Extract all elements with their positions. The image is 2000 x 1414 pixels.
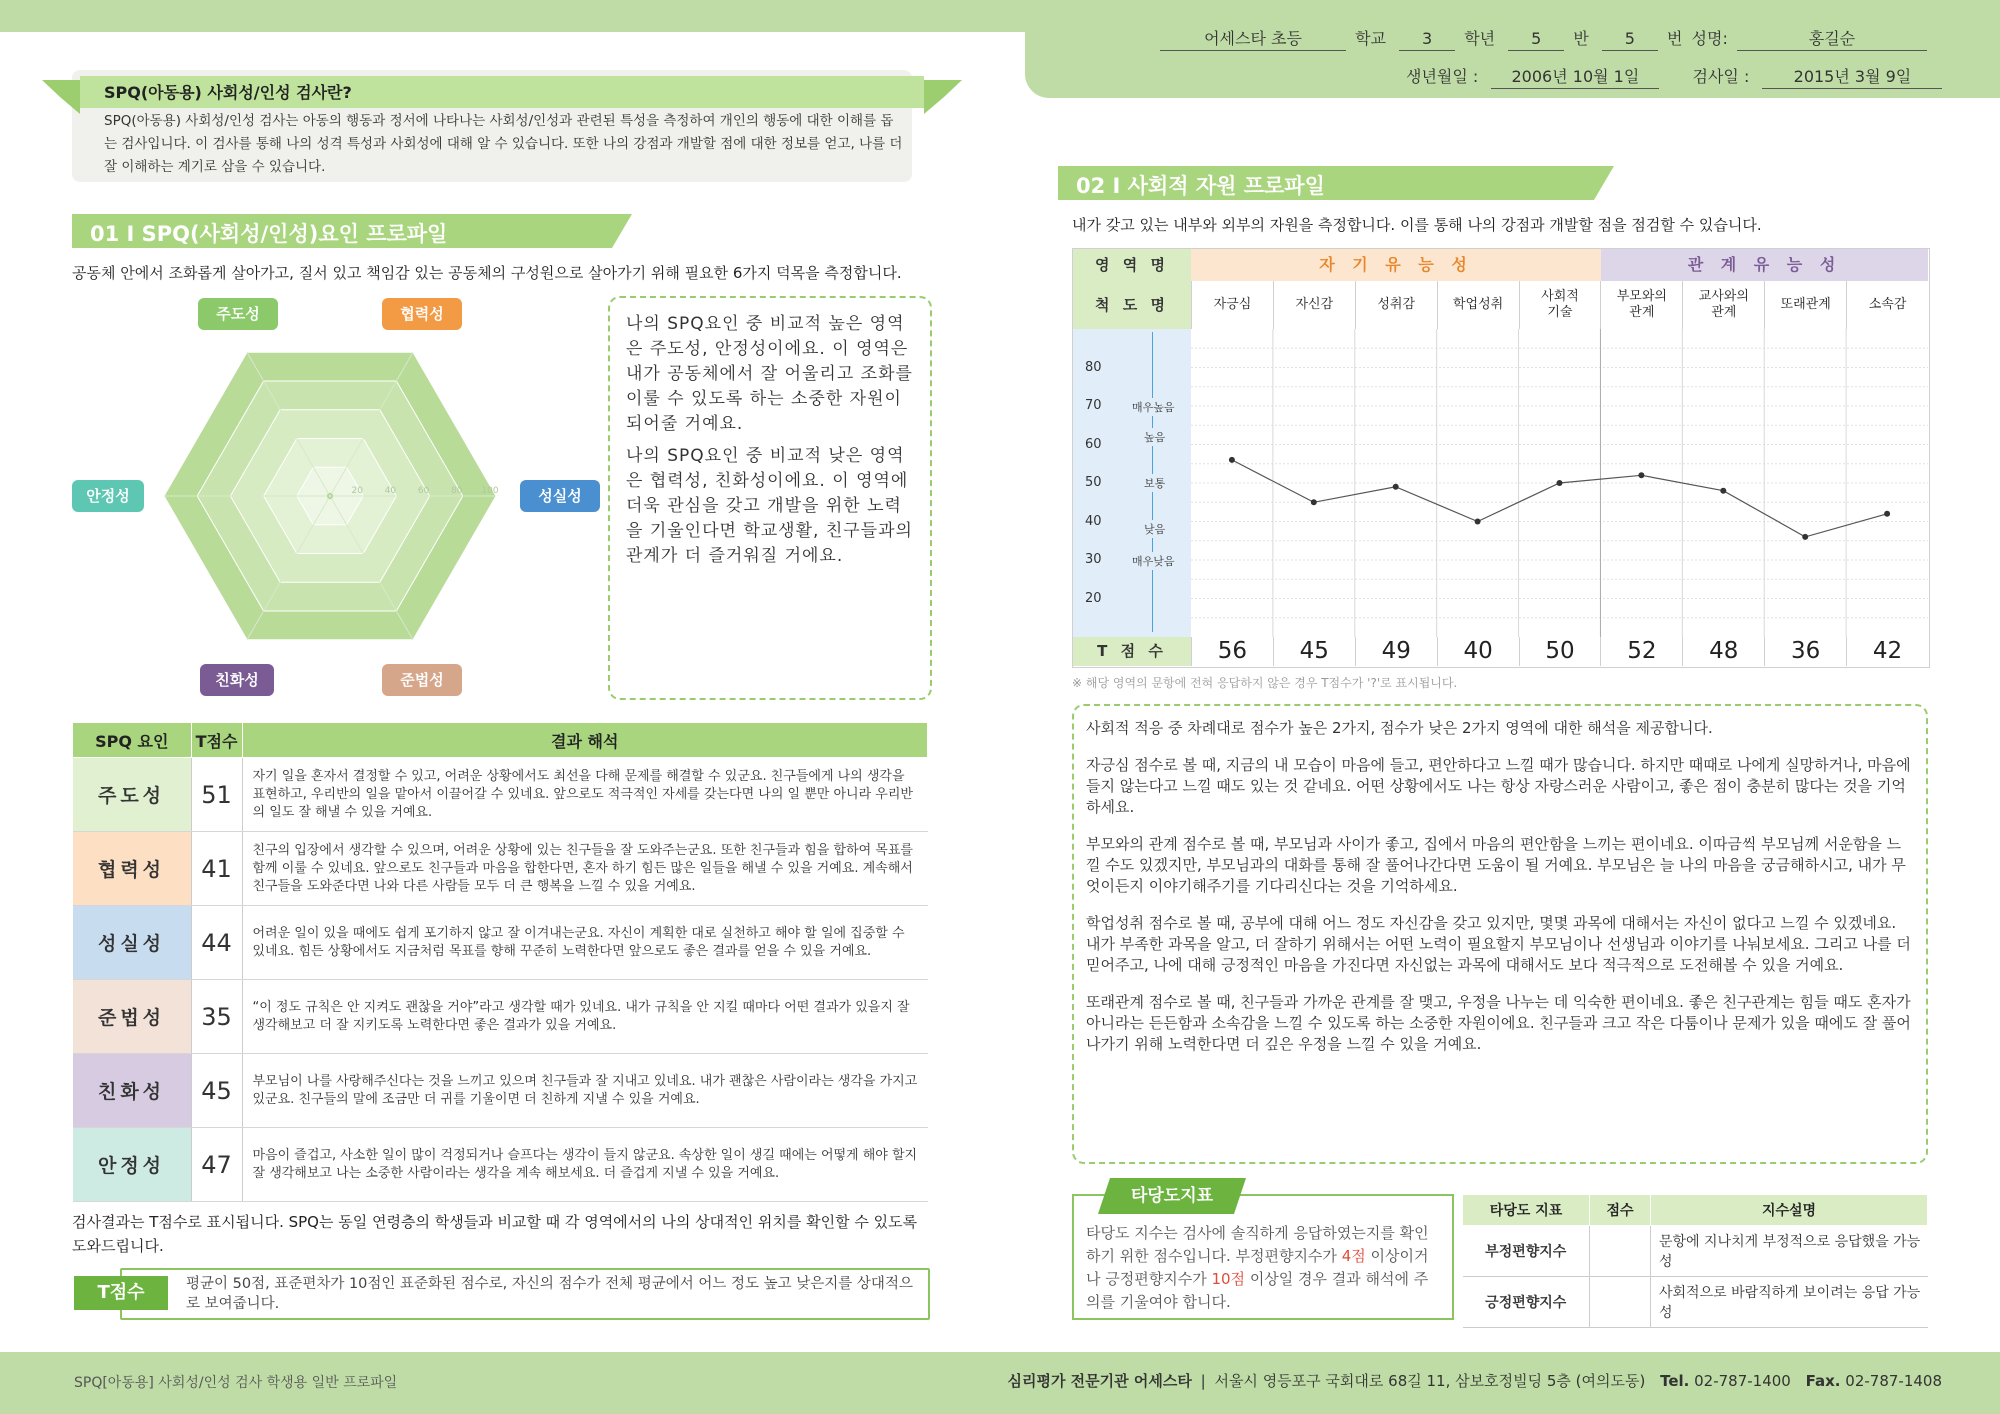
footer-address: 서울시 영등포구 국회대로 68길 11, 삼보호정빌딩 5층 (여의도동)	[1214, 1372, 1646, 1390]
class-suffix: 반	[1573, 29, 1589, 48]
header-interpretation: 결과 해석	[242, 723, 928, 758]
table-row	[73, 906, 928, 980]
social-comment: 자긍심 점수로 볼 때, 지금의 내 모습이 마음에 들고, 편안하다고 느낄 때가 많습니다. 하지만 때때로 나에게 실망하거나, 마음에 들지 않는다고 느낄 때도 있는 것 같네요. 어떤 상황에서도 나는 항상 자랑스러운 사람이고, 좋은 점이 충분히 많다는 것을 기억하세요.	[1086, 756, 1911, 816]
factor-name: 성실성	[73, 906, 192, 980]
table-row	[1463, 1226, 1928, 1277]
factor-interpretation: 어려운 일이 있을 때에도 쉽게 포기하지 않고 잘 이겨내는군요. 자신이 계획한 대로 실천하고 해야 할 일에 집중할 수 있네요. 힘든 상황에서도 지금처럼 목표를 향해 꾸준히 노력한다면 앞으로도 좋은 결과를 얻을 수 있을 거예요.	[242, 906, 928, 980]
level-very-low: 매우낮음	[1130, 552, 1177, 570]
factor-name: 협력성	[73, 832, 192, 906]
radar-tick-label: 100	[481, 486, 499, 496]
section2-desc: 내가 갖고 있는 내부와 외부의 자원을 측정합니다. 이를 통해 나의 강점과 개발할 점을 점검할 수 있습니다.	[1072, 216, 1762, 234]
data-point	[1557, 480, 1563, 486]
validity-text-a: 타당도 지수는 검사에 솔직하게 응답하였는지를 확인하기 위한 점수입니다. 부정편향지수가	[1086, 1224, 1429, 1265]
radar-label-bottom-right: 준법성	[382, 664, 462, 696]
header-factor: SPQ 요인	[73, 723, 192, 758]
y-tick-label: 70	[1085, 398, 1102, 413]
social-comment-box	[1072, 704, 1928, 1164]
factor-tscore: 47	[191, 1128, 242, 1202]
scale-name: 사회적 기술	[1519, 281, 1601, 329]
table-row	[73, 980, 928, 1054]
scale-name: 자신감	[1273, 281, 1355, 329]
factor-name: 주도성	[73, 758, 192, 832]
intro-text: SPQ(아동용) 사회성/인성 검사는 아동의 행동과 정서에 나타나는 사회성/인성과 관련된 특성을 측정하여 개인의 행동에 대한 이해를 돕는 검사입니다. 이 검사를 통해 나의 성격 특성과 사회성에 대해 알 수 있습니다. 또한 나의 강점과 개발할 점에 대한 정보를 얻고, 나를 더 잘 이해하는 계기로 삼을 수 있습니다.	[104, 113, 903, 175]
validity-index-score	[1590, 1277, 1651, 1328]
radar-label-left: 안정성	[72, 480, 144, 512]
y-tick-label: 20	[1085, 590, 1102, 606]
grade-value: 3	[1399, 28, 1455, 51]
area-label: 영 역 명	[1073, 249, 1191, 281]
social-comment: 학업성취 점수로 볼 때, 공부에 대해 어느 정도 자신감을 갖고 있지만, 몇몇 과목에 대해서는 자신이 없다고 느낄 수 있겠네요. 내가 부족한 과목을 알고, 더 잘하기 위해서는 어떤 노력이 필요할지 부모님이나 선생님과 이야기를 나눠보세요. 그리고 나를 더 믿어주고, 나에 대해 긍정적인 마음을 가진다면 자신없는 과목에 대해서도 보다 적극적으로 도전해볼 수 있을 거예요.	[1086, 914, 1911, 974]
data-point	[1311, 499, 1317, 505]
validity-header-desc: 지수설명	[1651, 1195, 1928, 1226]
table-row	[73, 1128, 928, 1202]
social-comment: 또래관계 점수로 볼 때, 친구들과 가까운 관계를 잘 맺고, 우정을 나누는 데 익숙한 편이네요. 좋은 친구관계는 힘들 때도 혼자가 아니라는 든든함과 소속감을 느낄 수 있도록 하는 소중한 자원이에요. 친구들과 크고 작은 다툼이나 문제가 있을 때에도 잘 풀어나가기 위해 노력한다면 더 깊은 우정을 느낄 수 있을 거예요.	[1086, 993, 1911, 1053]
validity-index-name: 부정편향지수	[1463, 1226, 1590, 1277]
validity-red1: 4점	[1341, 1247, 1366, 1265]
resource-line-chart	[1191, 329, 1928, 637]
series-line	[1232, 460, 1887, 537]
tscore-value: 45	[1273, 637, 1355, 666]
validity-tag: 타당도지표	[1130, 1186, 1214, 1206]
y-tick-label: 60	[1085, 436, 1102, 452]
school-suffix: 학교	[1355, 29, 1387, 48]
number-value: 5	[1602, 28, 1658, 51]
name-label: 성명:	[1691, 29, 1728, 48]
table-row	[73, 832, 928, 906]
tscore-note: 검사결과는 T점수로 표시됩니다. SPQ는 동일 연령층의 학생들과 비교할 때 각 영역에서의 나의 상대적인 위치를 확인할 수 있도록 도와드립니다.	[72, 1213, 918, 1255]
section1-desc: 공동체 안에서 조화롭게 살아가고, 질서 있고 책임감 있는 공동체의 구성원으로 살아가기 위해 필요한 6가지 덕목을 측정합니다.	[72, 264, 902, 282]
scale-name: 소속감	[1846, 281, 1928, 329]
validity-text-c: 이상일 경우 결과 해석에 주의를 기울여야 합니다.	[1086, 1270, 1429, 1311]
tscore-value: 50	[1519, 637, 1601, 666]
scale-name: 학업성취	[1437, 281, 1519, 329]
spq-radar-chart	[150, 320, 510, 676]
header-tscore: T점수	[191, 723, 242, 758]
footer-fax: 02-787-1408	[1845, 1372, 1942, 1390]
social-comments	[1086, 718, 1912, 1055]
level-high: 높음	[1142, 428, 1167, 446]
factor-interpretation: 부모님이 나를 사랑해주신다는 것을 느끼고 있으며 친구들과 잘 지내고 있네요. 내가 괜찮은 사람이라는 생각을 가지고 있군요. 친구들의 말에 조금만 더 귀를 기울이면 더 친하게 지낼 수 있을 거예요.	[242, 1054, 928, 1128]
scale-name: 자긍심	[1191, 281, 1273, 329]
intro-title: SPQ(아동용) 사회성/인성 검사란?	[104, 83, 352, 102]
spq-comment-box	[608, 296, 932, 700]
student-info-line2	[1406, 64, 1942, 89]
radar-tick-label: 60	[417, 486, 430, 496]
y-tick-label: 40	[1085, 513, 1102, 529]
y-tick-label: 50	[1085, 475, 1102, 490]
class-value: 5	[1508, 28, 1564, 51]
name-value: 홍길순	[1737, 28, 1927, 51]
factor-tscore: 35	[191, 980, 242, 1054]
factor-name: 안정성	[73, 1128, 192, 1202]
social-comment-intro: 사회적 적응 중 차례대로 점수가 높은 2가지, 점수가 낮은 2가지 영역에 대한 해석을 제공합니다.	[1086, 719, 1713, 737]
factor-interpretation: “이 정도 규칙은 안 지켜도 괜찮을 거야”라고 생각할 때가 있네요. 내가 규칙을 안 지킬 때마다 어떤 결과가 있을지 잘 생각해보고 더 잘 지키도록 노력한다면 좋은 결과가 있을 거예요.	[242, 980, 928, 1054]
factor-name: 준법성	[73, 980, 192, 1054]
radar-label-top-right: 협력성	[382, 298, 462, 330]
validity-text-b: 이상이거나 긍정편향지수가	[1086, 1247, 1429, 1288]
scale-label: 척 도 명	[1073, 281, 1191, 329]
y-tick-label: 30	[1085, 552, 1102, 567]
data-point	[1720, 488, 1726, 494]
data-point	[1884, 511, 1890, 517]
tscore-value: 56	[1191, 637, 1273, 666]
footer-tel: 02-787-1400	[1694, 1372, 1791, 1390]
factor-name: 친화성	[73, 1054, 192, 1128]
factor-interpretation: 친구의 입장에서 생각할 수 있으며, 어려운 상황에 있는 친구들을 잘 도와주는군요. 또한 친구들과 힘을 합하여 목표를 함께 이룰 수 있네요. 앞으로도 친구들과 마음을 합한다면, 혼자 하기 힘든 많은 일들을 해낼 수 있을 거예요. 계속해서 친구들을 도와준다면 나와 다른 사람들 모두 더 큰 행복을 느낄 수 있을 거예요.	[242, 832, 928, 906]
test-date-value: 2015년 3월 9일	[1762, 66, 1942, 89]
section1-title: 01 I SPQ(사회성/인성)요인 프로파일	[90, 222, 448, 246]
factor-tscore: 41	[191, 832, 242, 906]
comment-high: 나의 SPQ요인 중 비교적 높은 영역은 주도성, 안정성이에요. 이 영역은 내가 공동체에서 잘 어울리고 조화를 이룰 수 있도록 하는 소중한 자원이 되어줄 거예요.	[626, 314, 913, 434]
radar-tick-label: 40	[384, 486, 397, 496]
disclaimer: ※ 해당 영역의 문항에 전혀 응답하지 않은 경우 T점수가 '?'로 표시됩니다.	[1072, 676, 1458, 690]
test-date-label: 검사일 :	[1692, 67, 1750, 86]
table-row	[73, 1054, 928, 1128]
area-relation: 관 계 유 능 성	[1601, 249, 1928, 281]
factor-interpretation: 자기 일을 혼자서 결정할 수 있고, 어려운 상황에서도 최선을 다해 문제를 해결할 수 있군요. 친구들에게 나의 생각을 표현하고, 우리반의 일을 맡아서 이끌어갈 수 있네요. 앞으로도 적극적인 자세를 갖는다면 나의 일 뿐만 아니라 우리반의 일도 잘 해낼 수 있을 거예요.	[242, 758, 928, 832]
validity-index-name: 긍정편향지수	[1463, 1277, 1590, 1328]
validity-index-desc: 사회적으로 바람직하게 보이려는 응답 가능성	[1651, 1277, 1928, 1328]
tscore-value: 36	[1764, 637, 1846, 666]
validity-red2: 10점	[1211, 1270, 1246, 1288]
scale-name: 교사와의 관계	[1682, 281, 1764, 329]
scale-name: 또래관계	[1764, 281, 1846, 329]
factor-tscore: 51	[191, 758, 242, 832]
tscore-value: 48	[1682, 637, 1764, 666]
validity-text	[1086, 1222, 1442, 1314]
spq-table-header	[73, 723, 928, 758]
scale-name: 부모와의 관계	[1600, 281, 1682, 329]
validity-header-index: 타당도 지표	[1463, 1195, 1590, 1226]
validity-index-score	[1590, 1226, 1651, 1277]
footer-tel-label: Tel.	[1660, 1372, 1690, 1390]
tscore-tag: T점수	[74, 1276, 168, 1310]
validity-index-desc: 문항에 지나치게 부정적으로 응답했을 가능성	[1651, 1226, 1928, 1277]
factor-interpretation: 마음이 즐겁고, 사소한 일이 많이 걱정되거나 슬프다는 생각이 들지 않군요. 속상한 일이 생길 때에는 어떻게 해야 할지 잘 생각해보고 나는 소중한 사람이라는 생각을 계속 해보세요. 더 즐겁게 지낼 수 있을 거예요.	[242, 1128, 928, 1202]
comment-low: 나의 SPQ요인 중 비교적 낮은 영역은 협력성, 친화성이에요. 이 영역에 더욱 관심을 갖고 개발을 위한 노력을 기울인다면 학교생활, 친구들과의 관계가 더 즐거워질 거에요.	[626, 446, 913, 566]
y-tick-label: 80	[1085, 359, 1102, 375]
factor-tscore: 45	[191, 1054, 242, 1128]
area-self: 자 기 유 능 성	[1191, 249, 1601, 281]
radar-tick-label: 80	[451, 486, 463, 496]
validity-header-score: 점수	[1590, 1195, 1651, 1226]
tscore-explanation: 평균이 50점, 표준편차가 10점인 표준화된 점수로, 자신의 점수가 전체 평균에서 어느 정도 높고 낮은지를 상대적으로 보여줍니다.	[186, 1276, 913, 1312]
data-point	[1475, 519, 1481, 525]
tscore-value: 40	[1437, 637, 1519, 666]
student-info-line1	[1160, 26, 1927, 51]
grade-suffix: 학년	[1464, 29, 1496, 48]
spq-result-table	[72, 722, 928, 1202]
radar-tick-label: 20	[351, 486, 363, 496]
footer-title: SPQ[아동용] 사회성/인성 검사 학생용 일반 프로파일	[74, 1375, 398, 1391]
number-suffix: 번	[1666, 29, 1683, 48]
level-very-high: 매우높음	[1130, 398, 1177, 416]
footer-fax-label: Fax.	[1805, 1372, 1841, 1390]
tscore-box	[120, 1268, 930, 1320]
table-row	[1463, 1277, 1928, 1328]
level-normal: 보통	[1142, 474, 1167, 492]
tscore-value: 42	[1846, 637, 1928, 666]
tscore-row-label: T 점 수	[1073, 637, 1191, 666]
radar-label-right: 성실성	[520, 480, 600, 512]
scale-name: 성취감	[1355, 281, 1437, 329]
factor-tscore: 44	[191, 906, 242, 980]
radar-label-top-left: 주도성	[198, 298, 278, 330]
table-row	[73, 758, 928, 832]
data-point	[1393, 484, 1399, 490]
validity-header	[1463, 1195, 1928, 1226]
tscore-value: 52	[1600, 637, 1682, 666]
school-value: 어세스타 초등	[1160, 28, 1346, 51]
birth-value: 2006년 10월 1일	[1491, 66, 1659, 89]
validity-table	[1462, 1194, 1928, 1328]
section2-title: 02 I 사회적 자원 프로파일	[1076, 174, 1325, 198]
data-point	[1229, 457, 1235, 463]
footer-contact: 심리평가 전문기관 어세스타 | 서울시 영등포구 국회대로 68길 11, 삼보호정빌딩 5층 (여의도동) Tel. 02-787-1400 Fax. 02-787-1408	[1007, 1372, 1942, 1390]
data-point	[1638, 472, 1644, 478]
scale-headers	[1191, 281, 1928, 329]
radar-label-bottom-left: 친화성	[200, 664, 274, 696]
tscore-value: 49	[1355, 637, 1437, 666]
data-point	[1802, 534, 1808, 540]
social-comment: 부모와의 관계 점수로 볼 때, 부모님과 사이가 좋고, 집에서 마음의 편안함을 느끼는 편이네요. 이따금씩 부모님께 서운함을 느낄 수도 있겠지만, 부모님과의 대화를 통해 잘 풀어나간다면 도움이 될 거예요. 부모님은 늘 나의 마음을 궁금해하시고, 내가 무엇이든지 이야기해주기를 기다리신다는 것을 기억하세요.	[1086, 835, 1906, 895]
birth-label: 생년월일 :	[1406, 67, 1479, 86]
level-low: 낮음	[1142, 520, 1167, 538]
footer-org: 심리평가 전문기관 어세스타	[1007, 1372, 1192, 1390]
y-tick-labels	[1073, 329, 1113, 637]
tscore-row	[1191, 637, 1928, 666]
